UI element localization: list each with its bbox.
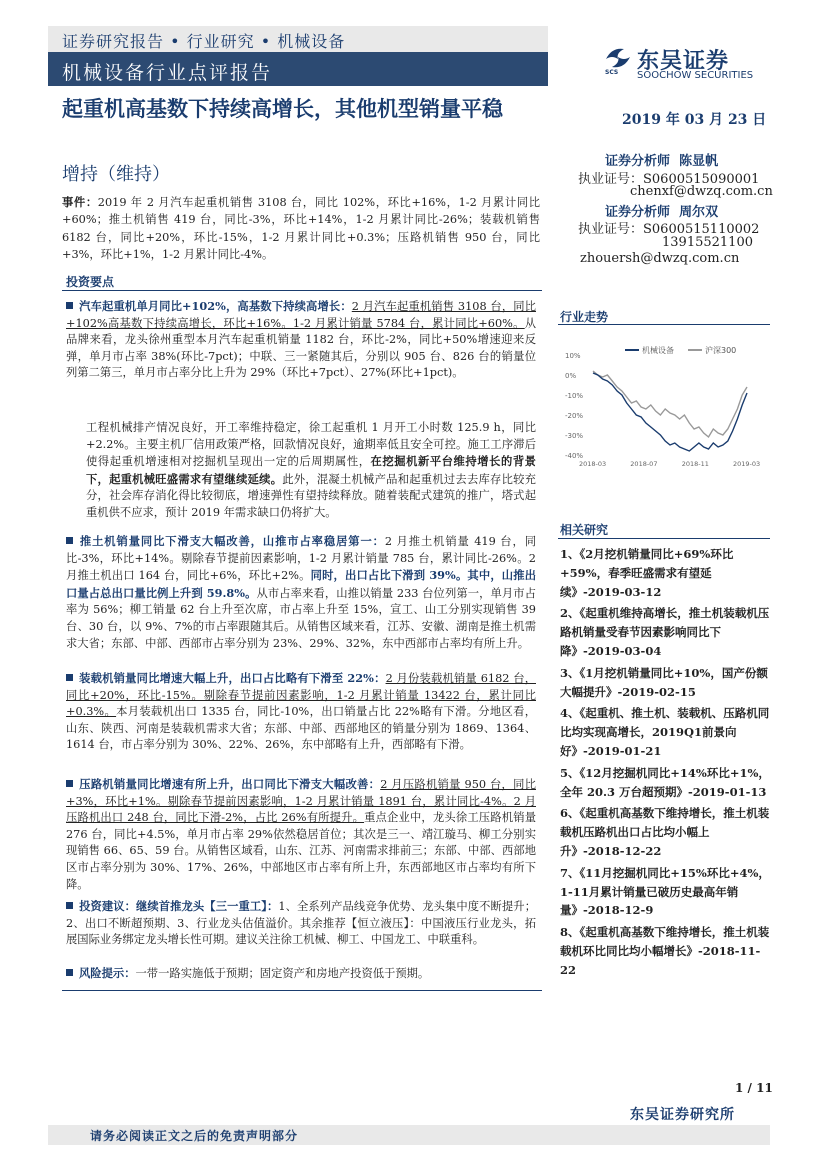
trend-title: 行业走势 xyxy=(560,310,609,324)
institute-name: 东吴证券研究所 xyxy=(630,1107,735,1123)
bullet-bulldozer: 推土机销量同比下滑支大幅改善，山推市占率稳居第一：2 月推土机销量 419 台，同比-3%，环比+14%。剔除春节提前因素影响，1-2 月累计销量 785 台，累计同比-26%。2 月推土机出口 164 台，同比+6%，环比+2%。同时，出口占比下滑到 39%。其中，山推出口量占总出口量比例上升到 59.8%。从市占率来看，山推以销量 233 台位列第一，单月市占率为 56%；柳工销量 62 台上升至次席，市占率上升至 15%，宣工、山工分别实现销售 39 台、30 台，以 9%、7%的市占率跟随其后。从销售区域来看，江苏、安徽、湖南是推土机需求大省；东部、中部、西部市占率分别为 23%、29%、32%，东中西部市占率均有所上升。 xyxy=(66,534,537,650)
x-tick-label: 2019-03 xyxy=(733,460,761,468)
related-title: 相关研究 xyxy=(560,523,609,537)
report-title: 起重机高基数下持续高增长，其他机型销量平稳 xyxy=(62,96,503,121)
section-bottom-rule xyxy=(62,990,542,991)
disclaimer: 请务必阅读正文之后的免责声明部分 xyxy=(90,1129,299,1143)
bullet-square-icon xyxy=(66,537,73,544)
event-paragraph: 事件：2019 年 2 月汽车起重机销售 3108 台，同比 102%，环比+16%，1-2 月累计同比+60%；推土机销售 419 台，同比-3%，环比+14%，1-2 月累计同比-26%；装载机销售 6182 台，同比+20%，环比-15%，1-2 月累计同比+0.3%；压路机销售 950 台，同比+3%，环比+1%，1-2 月累计同比-4%。 xyxy=(62,195,540,261)
related-item[interactable]: 6、《起重机高基数下维持增长，推土机装载机压路机出口占比均小幅上升》-2018-12-22 xyxy=(560,806,770,858)
analyst-1-role: 证券分析师 陈显帆 xyxy=(605,154,719,169)
y-tick-label: -10% xyxy=(565,392,584,400)
y-tick-label: 0% xyxy=(565,372,577,380)
analyst-2-role: 证券分析师 周尔双 xyxy=(605,205,719,220)
x-tick-label: 2018-03 xyxy=(579,460,607,468)
report-type: 机械设备行业点评报告 xyxy=(62,62,273,84)
y-tick-label: -30% xyxy=(565,432,584,440)
y-tick-label: -40% xyxy=(565,452,584,460)
analyst-1-name: 陈显帆 xyxy=(679,154,719,169)
bullet-square-icon xyxy=(66,902,73,909)
logo-mark: SCS xyxy=(605,69,619,75)
trend-chart xyxy=(565,333,770,468)
bullet-investment: 投资建议：继续首推龙头【三一重工】：1、全系列产品线竞争优势、龙头集中度不断提升；2、出口不断超预期、3、行业龙头估值溢价。其余推荐【恒立液压】：中国液压行业龙头，拓展国际业务绑定龙头增长性可期。建议关注徐工机械、柳工、中国龙工、中联重科。 xyxy=(66,899,536,947)
related-item[interactable]: 2、《起重机维持高增长，推土机装载机压路机销量受春节因素影响同比下降》-2019-03-04 xyxy=(560,606,770,658)
bullet-square-icon xyxy=(66,780,73,787)
crane-paragraph-2: 工程机械排产情况良好，开工率维持稳定，徐工起重机 1 月开工小时数 125.9 h，同比+2.2%。主要主机厂信用政策严格，回款情况良好，逾期率低且安全可控。施工工序滞后使得起重机增速相对挖掘机呈现出一定的后周期属性，在挖掘机新平台维持增长的背景下，起重机械旺盛需求有望继续延续。此外，混凝土机械产品和起重机过去去库存比较充分，社会库存消化得比较彻底，增速弹性有望持续释放。随着装配式建筑的推广，塔式起重机供不应求，预计 2019 年需求缺口仍将扩大。 xyxy=(86,421,536,519)
y-tick-label: -20% xyxy=(565,412,584,420)
trend-rule xyxy=(558,324,770,325)
breadcrumb: 证券研究报告 • 行业研究 • 机械设备 xyxy=(62,32,346,51)
x-tick-label: 2018-11 xyxy=(681,460,709,468)
analyst-1-email[interactable]: chenxf@dwzq.com.cn xyxy=(630,184,773,199)
related-item[interactable]: 7、《11月挖掘机同比+15%环比+4%，1-11月累计销量已破历史最高年销量》-2018-12-9 xyxy=(560,865,770,918)
analyst-2-phone: 13915521100 xyxy=(662,235,753,250)
soochow-logo-icon xyxy=(604,45,632,75)
legend-b-label: 沪深300 xyxy=(705,346,737,355)
bullet-crane: 汽车起重机单月同比+102%，高基数下持续高增长：2 月汽车起重机销售 3108 台，同比+102%高基数下持续高增长，环比+16%。1-2 月累计销量 5784 台，累计同比+60%。从品牌来看，龙头徐州重型本月汽车起重机销量 1182 台，环比-2%，同比+50%增速迎来反弹，单月市占率 38%(环比-7pct)；中联、三一紧随其后，分别以 905 台、826 台的销量位列第二第三，单月市占率分比上升为 29%（环比+7pct）、27%(环比+1pct)。 xyxy=(66,299,536,380)
bullet-square-icon xyxy=(66,302,73,309)
analyst-1-cert: 执业证号：S0600515090001 xyxy=(578,172,760,187)
bullet-loader: 装载机销量同比增速大幅上升，出口占比略有下滑至 22%：2 月份装载机销量 6182 台，同比+20%，环比-15%。剔除春节提前因素影响，1-2 月累计销量 13422 台，累计同比+0.3%。本月装载机出口 1335 台，同比-10%，出口销量占比 22%略有下滑。分地区看，山东、陕西、河南是装载机需求大省；东部、中部、西部地区的销量分别为 1869、1364、1614 台，市占率分别为 30%、22%、26%，东中部略有上升，西部略有下滑。 xyxy=(66,671,536,752)
y-tick-label: 10% xyxy=(565,352,581,360)
related-item[interactable]: 8、《起重机高基数下维持增长，推土机装载机环比同比均小幅增长》-2018-11-22 xyxy=(560,925,770,977)
series-hs300-line xyxy=(593,371,747,437)
related-item[interactable]: 4、《起重机、推土机、装载机、压路机同比均实现高增长，2019Q1前景向好》-2019-01-21 xyxy=(560,706,770,758)
section-title: 投资要点 xyxy=(66,275,115,289)
logo-name-en: SOOCHOW SECURITIES xyxy=(637,70,754,81)
bullet-risk: 风险提示：一带一路实施低于预期；固定资产和房地产投资低于预期。 xyxy=(66,965,536,983)
analyst-2-email[interactable]: zhouersh@dwzq.com.cn xyxy=(580,251,740,266)
bullet-square-icon xyxy=(66,969,73,976)
rating: 增持（维持） xyxy=(62,164,170,185)
related-item[interactable]: 1、《2月挖机销量同比+69%环比+59%，春季旺盛需求有望延续》-2019-03-12 xyxy=(560,547,734,599)
related-list xyxy=(560,545,770,983)
legend-a-label: 机械设备 xyxy=(642,346,674,355)
bullet-roller: 压路机销量同比增速有所上升，出口同比下滑支大幅改善：2 月压路机销量 950 台，同比+3%，环比+1%。剔除春节提前因素影响，1-2 月累计销量 1891 台，累计同比-4%。2 月压路机出口 248 台，同比下滑-2%，占比 26%有所提升。重点企业中，龙头徐工压路机销量 276 台，同比+4.5%，单月市占率 29%依然稳居首位；其次是三一、靖江璇马、柳工分别实现销售 66、65、59 台。从销售区域看，山东、江苏、河南需求排前三；东部、中部、西部地区市占率分别为 30%、17%、26%，中部地区市占率有所上升，东西部地区市占率均有所下降。 xyxy=(66,777,536,891)
logo-name-cn: 东吴证券 xyxy=(637,49,730,74)
analyst-2-name: 周尔双 xyxy=(679,205,719,220)
related-rule xyxy=(558,538,770,539)
section-rule xyxy=(62,290,542,291)
report-date: 2019 年 03 月 23 日 xyxy=(622,112,767,128)
page-number: 1 / 11 xyxy=(735,1081,773,1095)
bullet-square-icon xyxy=(66,674,73,681)
related-item[interactable]: 3、《1月挖机销量同比+10%，国产份额大幅提升》-2019-02-15 xyxy=(560,665,768,699)
related-item[interactable]: 5、《12月挖掘机同比+14%环比+1%，全年 20.3 万台超预期》-2019-01-13 xyxy=(560,765,770,799)
analyst-2-cert: 执业证号：S0600515110002 xyxy=(578,222,760,237)
x-tick-label: 2018-07 xyxy=(630,460,658,468)
